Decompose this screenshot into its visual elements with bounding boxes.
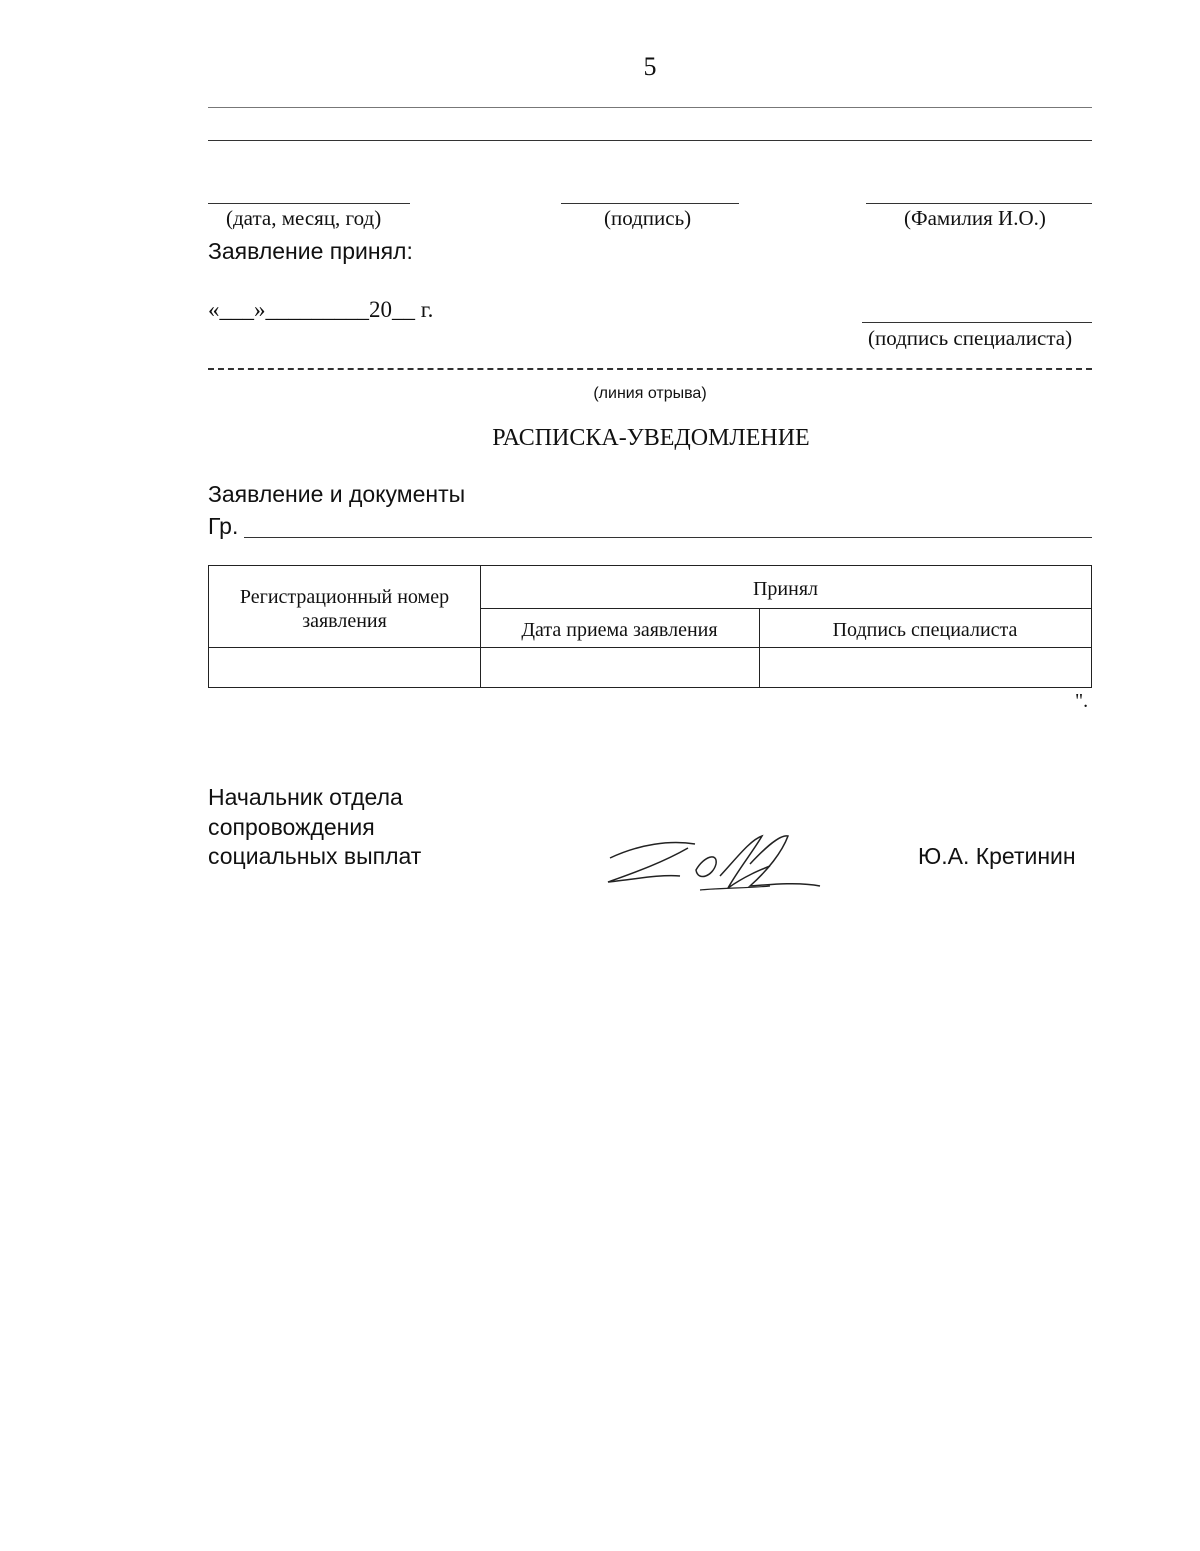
specialist-signature-line [862, 322, 1092, 323]
closing-quote: ". [1075, 690, 1089, 712]
tear-line-caption: (линия отрыва) [593, 385, 707, 402]
signature-caption: (подпись) [604, 206, 692, 230]
signer-position-line2: сопровождения [208, 814, 375, 840]
name-caption: (Фамилия И.О.) [904, 206, 1046, 230]
signature-line [561, 203, 739, 204]
accepted-header: Принял [752, 578, 819, 600]
handwritten-signature [600, 830, 830, 900]
blank-line-2 [208, 140, 1092, 141]
date-line [208, 203, 410, 204]
reg-number-header-line2: заявления [302, 610, 387, 632]
table-subheader-line [480, 608, 1091, 609]
date-caption: (дата, месяц, год) [226, 206, 382, 230]
signer-position-line1: Начальник отдела [208, 784, 403, 810]
signer-position-line3: социальных выплат [208, 843, 422, 869]
specialist-signature-caption: (подпись специалиста) [868, 326, 1073, 350]
signature-header: Подпись специалиста [832, 619, 1018, 641]
citizen-name-line [244, 537, 1092, 538]
receipt-title: РАСПИСКА-УВЕДОМЛЕНИЕ [492, 425, 810, 451]
date-header: Дата приема заявления [521, 619, 718, 641]
blank-line-1 [208, 107, 1092, 108]
receipt-table [208, 565, 1092, 688]
page-number: 5 [643, 52, 657, 81]
name-line [866, 203, 1092, 204]
accepted-label: Заявление принял: [208, 238, 413, 264]
signer-name: Ю.А. Кретинин [918, 843, 1076, 869]
citizen-label: Гр. [208, 513, 239, 539]
table-header-bottom-line [209, 647, 1091, 648]
reg-number-header-line1: Регистрационный номер [239, 586, 450, 608]
tear-line [208, 368, 1092, 370]
date-template: «___»_________20__ г. [208, 297, 434, 322]
documents-label: Заявление и документы [208, 481, 466, 507]
